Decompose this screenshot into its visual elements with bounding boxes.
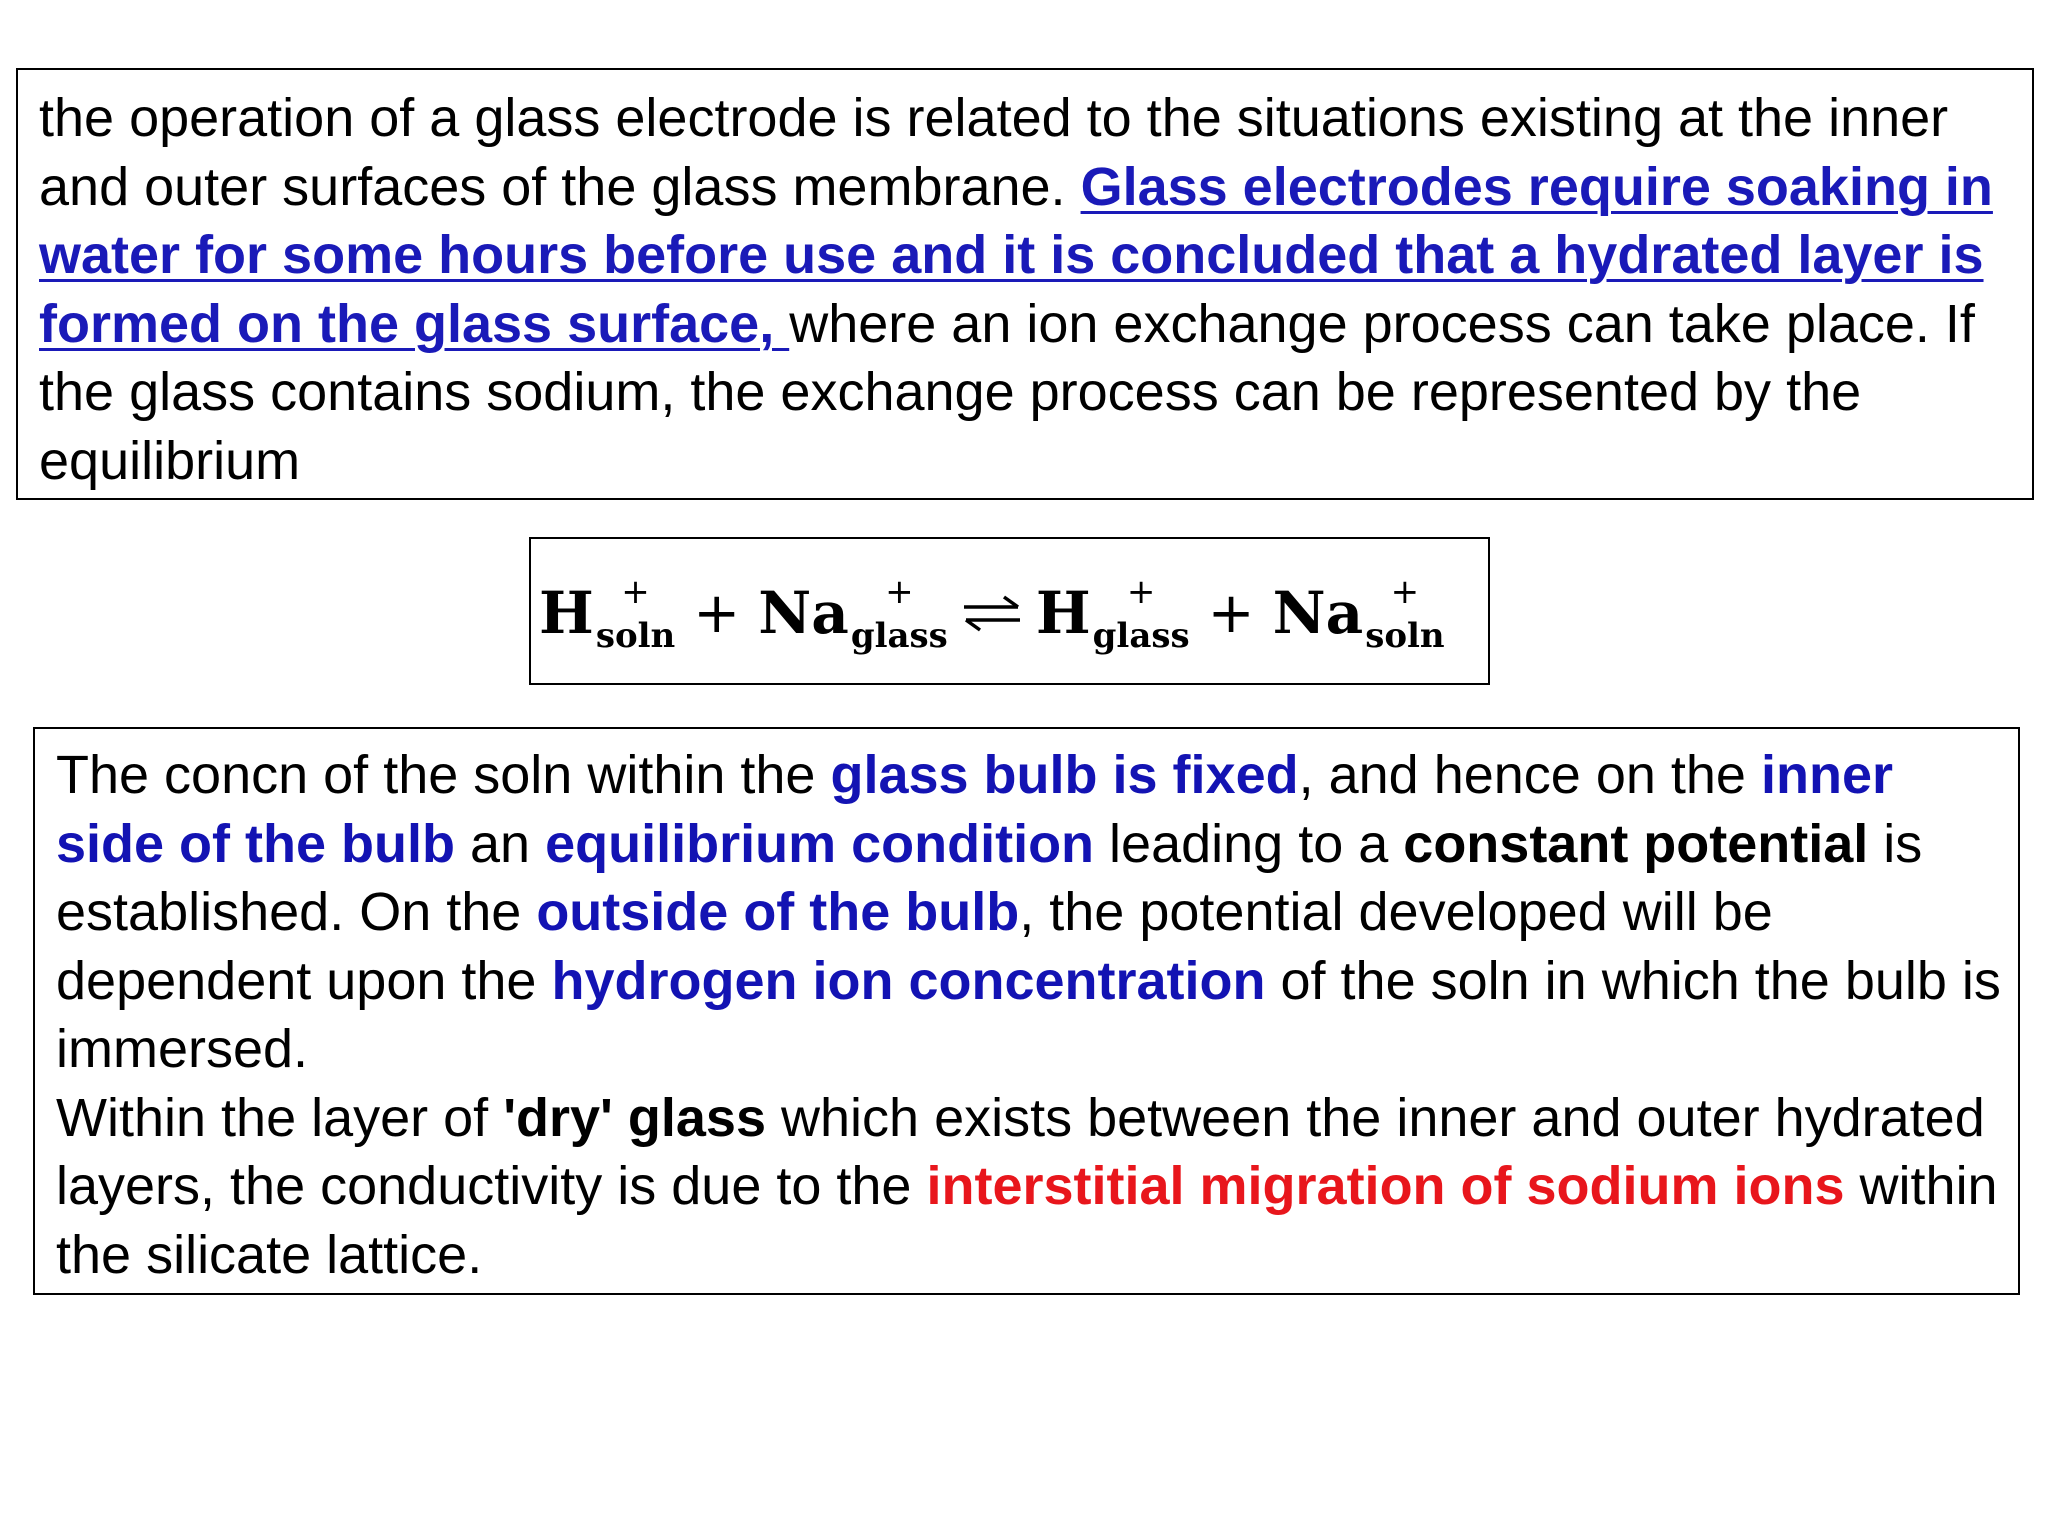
symbol-h: H [1035,579,1091,647]
plus-operator: + [693,580,741,646]
subscript-soln: soln [595,616,676,656]
charge-plus: + [1126,572,1156,612]
subscript-glass: glass [850,616,948,656]
term-na-glass [758,572,948,656]
symbol-na: Na [1272,579,1364,647]
symbol-na: Na [758,579,849,647]
ion-script [595,572,676,656]
text-run: , and hence on the [1298,745,1761,805]
intro-text-tail: where an ion exchange process can take place. If the glass contains sodium, the exchange process can be represented by the equilibrium [39,293,1975,491]
text-run: , the potential developed will be dependent upon the [56,882,1773,1011]
highlight-inner-side: inner side of the bulb [56,745,1893,874]
charge-plus: + [621,572,650,612]
charge-plus: + [1390,572,1420,612]
soaking-hydrated-layer-link[interactable]: Glass electrodes require soaking in water for some hours before use and it is concluded that a hydrated layer is formed on the glass surface, [39,156,1993,354]
text-run: leading to a [1094,813,1404,874]
charge-plus: + [885,572,914,612]
dry-glass-paragraph [56,1084,2006,1290]
text-run: within the silicate lattice. [56,1156,1998,1285]
highlight-constant-potential: constant potential [1403,813,1869,874]
subscript-glass: glass [1092,616,1190,656]
equilibrium-equation-box [529,537,1490,685]
highlight-glass-bulb-fixed: glass bulb is fixed [830,745,1299,805]
text-run: which exists between the inner and outer hydrated layers, the conductivity is due to the [56,1087,1985,1216]
highlight-dry-glass: 'dry' glass [503,1087,766,1148]
highlight-equilibrium-condition: equilibrium condition [545,813,1095,874]
text-run: of the soln in which the bulb is immersed. [56,950,2001,1079]
highlight-outside-bulb: outside of the bulb [536,882,1020,942]
intro-text: the operation of a glass electrode is related to the situations existing at the inner and outer surfaces of the glass membrane. [39,88,1949,217]
explanation-text-box [33,727,2020,1295]
term-h-soln [539,572,676,656]
plus-operator: + [1207,580,1255,646]
highlight-hydrogen-ion-concentration: hydrogen ion concentration [551,950,1266,1011]
text-run: is established. On the [56,813,1923,942]
intro-paragraph [39,84,2012,495]
ion-exchange-equation [539,539,1445,687]
symbol-h: H [539,579,594,647]
ion-script [1365,572,1445,656]
ion-script [1092,572,1190,656]
highlight-interstitial-migration: interstitial migration of sodium ions [926,1156,1845,1216]
intro-text-box [16,68,2034,500]
equilibrium-arrows-icon [960,579,1024,647]
ion-script [850,572,948,656]
term-h-glass [1035,572,1190,656]
text-run: The concn of the soln within the [56,745,831,805]
subscript-soln: soln [1365,616,1445,656]
bulb-potential-paragraph [56,741,2006,1084]
term-na-soln [1272,572,1445,656]
text-run: an [455,813,546,874]
text-run: Within the layer of [56,1087,504,1148]
